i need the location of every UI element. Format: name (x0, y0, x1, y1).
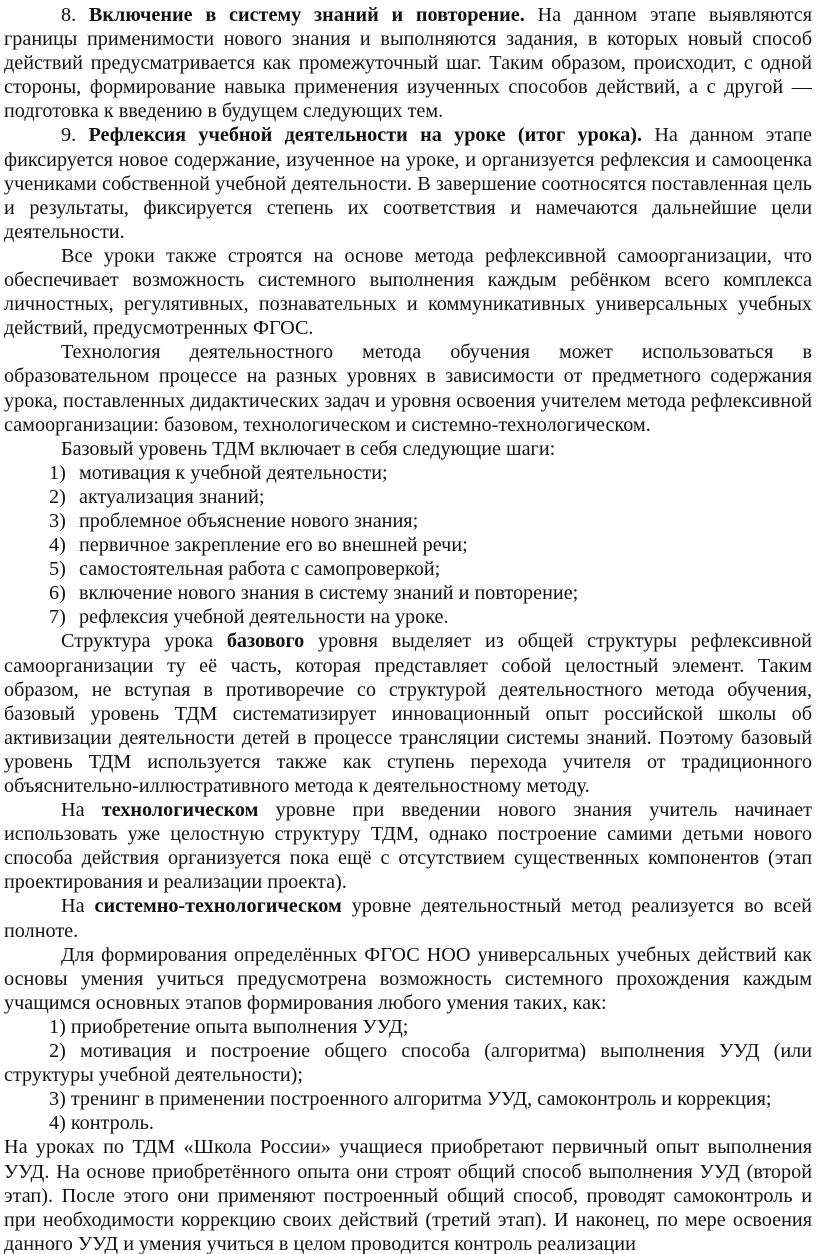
stage-8-number: 8. (61, 4, 77, 26)
structure-bold: базового (226, 630, 305, 653)
list-item-number: 3) (49, 509, 66, 532)
paragraph-structure (4, 629, 812, 798)
list-item: 4) контроль. (49, 1112, 154, 1135)
list-item (4, 485, 812, 509)
list-item (4, 557, 812, 581)
paragraph-fgos: Для формирования определённых ФГОС НОО универсальных учебных действий как основы умения учиться предусмотрена возможность системного прохождения каждым учащимся основных этапов формирования любого умения таких, как: (4, 943, 812, 1014)
uud-steps-list (4, 1015, 812, 1135)
stage-8-title: Включение в систему знаний и повторение. (88, 4, 525, 26)
list-item-text: самостоятельная работа с самопроверкой; (79, 558, 441, 581)
system-level-before: На (61, 895, 95, 918)
list-item-number: 1) (49, 461, 66, 484)
stage-8-text: На данном этапе выявляются границы применимости нового знания и выполняются задания, в которых новый способ действий предусматривается как промежуточный шаг. Таким образом, происходит, с одной стороны, формирование навыка применения изученных способов действий, а с другой — подготовка к введению в будущем следующих тем. (4, 4, 812, 123)
system-level-after: уровне деятельностный метод реализуется во всей полноте. (4, 895, 812, 942)
list-item-number: 7) (49, 606, 66, 629)
paragraph-base-intro: Базовый уровень ТДМ включает в себя следующие шаги: (61, 437, 556, 460)
stage-9-text: На данном этапе фиксируется новое содержание, изученное на уроке, и организуется рефлексия и самооценка учениками собственной учебной деятельности. В завершение соотносятся поставленная цель и результаты, фиксируется степень их соответствия и намечаются дальнейшие цели деятельности. (4, 124, 812, 243)
tech-level-after: уровне при введении нового знания учитель начинает использовать уже целостную структуру ТДМ, однако построение самими детьми нового способа действия организуется пока ещё с отсутствием существенных компонентов (этап проектирования и реализации проекта). (4, 799, 812, 894)
list-item: 1) приобретение опыта выполнения УУД; (49, 1015, 409, 1038)
base-steps-list (4, 461, 812, 630)
paragraph-tech-level (4, 798, 812, 894)
list-item (4, 605, 812, 629)
list-item-number: 5) (49, 558, 66, 581)
paragraph-system-level (4, 894, 812, 942)
list-item: 3) тренинг в применении построенного алгоритма УУД, самоконтроль и коррекция; (49, 1088, 772, 1111)
tech-level-bold: технологическом (101, 799, 259, 822)
structure-text-before: Структура урока (61, 630, 227, 653)
list-item-text: включение нового знания в систему знаний и повторение; (79, 582, 579, 605)
list-item-text: актуализация знаний; (79, 485, 265, 508)
paragraph-stage-9 (4, 123, 812, 243)
list-item-text: первичное закрепление его во внешней речи; (79, 534, 468, 557)
list-item-number: 6) (49, 582, 66, 605)
list-item (4, 533, 812, 557)
list-item (4, 581, 812, 605)
list-item-text: мотивация к учебной деятельности; (79, 461, 388, 484)
stage-9-title: Рефлексия учебной деятельности на уроке (итог урока). (88, 124, 643, 147)
list-item-number: 4) (49, 534, 66, 557)
system-level-bold: системно-технологическом (94, 895, 342, 918)
tech-level-before: На (61, 799, 102, 822)
paragraph-all-lessons: Все уроки также строятся на основе метода рефлексивной самоорганизации, что обеспечивает возможность системного выполнения каждым ребёнком всего комплекса личностных, регулятивных, познавательных и коммуникативных универсальных учебных действий, предусмотренных ФГОС. (4, 244, 812, 340)
list-item (4, 509, 812, 533)
list-item-number: 2) (49, 485, 66, 508)
stage-9-number: 9. (61, 124, 77, 147)
list-item (4, 461, 812, 485)
paragraph-technology: Технология деятельностного метода обучения может использоваться в образовательном процессе на разных уровнях в зависимости от предметного содержания урока, поставленных дидактических задач и уровня освоения учителем метода рефлексивной самоорганизации: базовом, технологическом и системно-технологическом. (4, 341, 812, 436)
list-item-text: проблемное объяснение нового знания; (79, 509, 419, 532)
paragraph-final: На уроках по ТДМ «Школа России» учащиеся приобретают первичный опыт выполнения УУД. На основе приобретённого опыта они строят общий способ выполнения УУД (второй этап). После этого они применяют построенный общий способ, проводят самоконтроль и при необходимости коррекцию своих действий (третий этап). И наконец, по мере освоения данного УУД и умения учиться в целом проводится контроль реализации (4, 1136, 812, 1254)
paragraph-stage-8 (4, 3, 812, 123)
structure-text-after: уровня выделяет из общей структуры рефлексивной самоорганизации ту её часть, которая представляет собой целостный элемент. Таким образом, не вступая в противоречие со структурой деятельностного метода обучения, базовый уровень ТДМ систематизирует инновационный опыт российской школы об активизации деятельности детей в процессе трансляции системы знаний. Поэтому базовый уровень ТДМ используется также как ступень перехода учителя от традиционного объяснительно-иллюстративного метода к деятельностному методу. (4, 630, 812, 797)
list-item: 2) мотивация и построение общего способа (алгоритма) выполнения УУД (или структуры учебной деятельности); (4, 1040, 812, 1087)
list-item-text: рефлексия учебной деятельности на уроке. (79, 606, 449, 629)
